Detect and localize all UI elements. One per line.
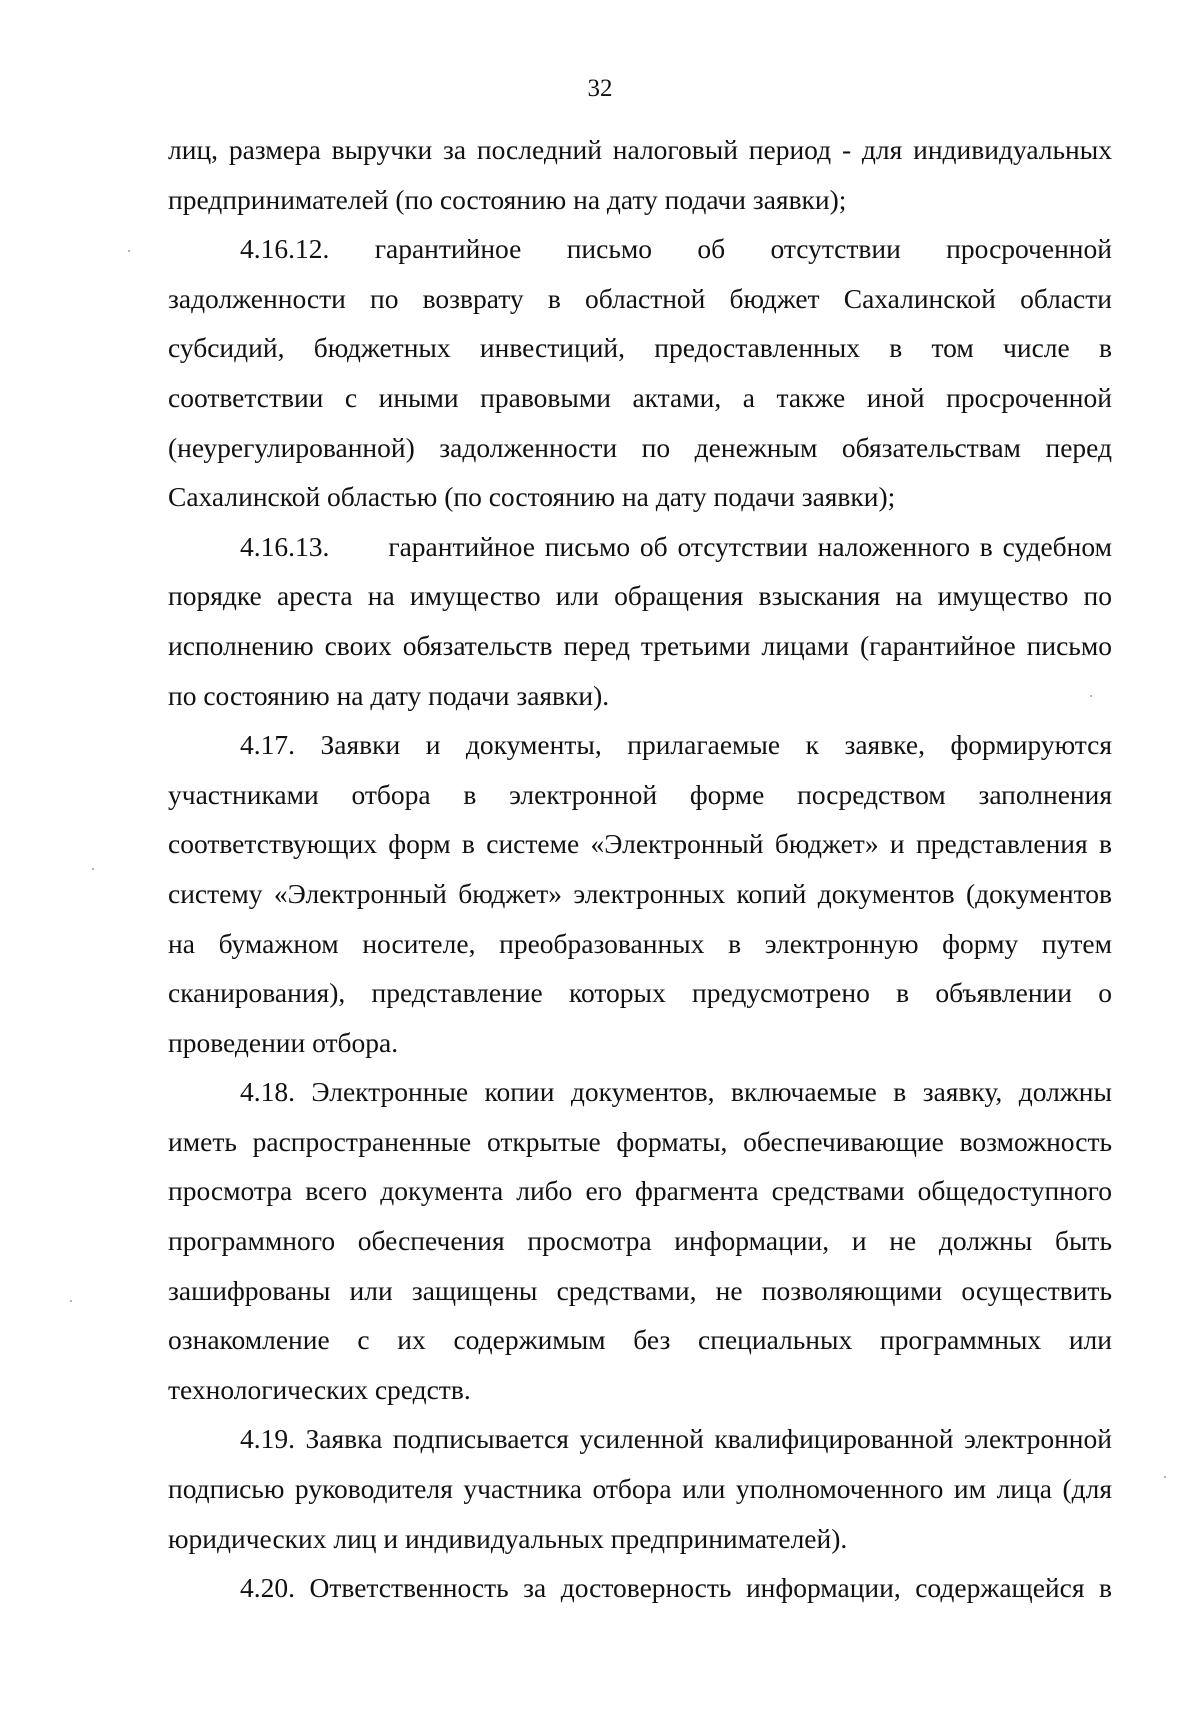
text-line: программного обеспечения просмотра информации, и не должны быть [168,1225,1112,1257]
paragraph-4-16-13 [168,522,1112,720]
text-line: на бумажном носителе, преобразованных в электронную форму путем [168,927,1112,959]
text-line: исполнению своих обязательств перед третьими лицами (гарантийное письмо [168,629,1112,661]
text-line: соответствующих форм в системе «Электронный бюджет» и представления в [168,828,1112,860]
text-line: 4.20. Ответственность за достоверность информации, содержащейся в [240,1572,1112,1604]
text-line: просмотра всего документа либо его фрагмента средствами общедоступного [168,1175,1112,1207]
document-body [168,125,1112,1613]
text-line: участниками отбора в электронной форме посредством заполнения [168,778,1112,810]
text-line: 4.18. Электронные копии документов, включаемые в заявку, должны [240,1076,1112,1108]
text-line: зашифрованы или защищены средствами, не позволяющими осуществить [168,1274,1112,1306]
text-line: систему «Электронный бюджет» электронных копий документов (документов [168,877,1112,909]
text-line: порядке ареста на имущество или обращения взыскания на имущество по [168,580,1112,612]
scan-speck [70,1300,72,1302]
scan-speck [1164,1476,1166,1478]
scan-speck [1090,695,1092,697]
text-line: подписью руководителя участника отбора или уполномоченного им лица (для [168,1473,1112,1505]
scan-speck [128,250,130,252]
text-line: по состоянию на дату подачи заявки). [168,679,610,711]
paragraph-4-17 [168,720,1112,1067]
text-line: предпринимателей (по состоянию на дату подачи заявки); [168,183,847,215]
text-line: 4.19. Заявка подписывается усиленной квалифицированной электронной [240,1423,1112,1455]
text-line: (неурегулированной) задолженности по денежным обязательствам перед [168,431,1112,463]
paragraph-4-19 [168,1414,1112,1563]
paragraph-4-18 [168,1067,1112,1414]
text-line: юридических лиц и индивидуальных предпринимателей). [168,1522,848,1554]
text-line: 4.16.12. гарантийное письмо об отсутствии просроченной [240,233,1112,265]
text-line: соответствии с иными правовыми актами, а также иной просроченной [168,381,1112,413]
text-line: сканирования), представление которых предусмотрено в объявлении о [168,977,1112,1009]
text-line: ознакомление с их содержимым без специальных программных или [168,1324,1112,1356]
text-line: лиц, размера выручки за последний налоговый период - для индивидуальных [168,134,1112,165]
paragraph-4-20 [168,1563,1112,1613]
text-line: проведении отбора. [168,1026,399,1058]
text-line: 4.17. Заявки и документы, прилагаемые к заявке, формируются [240,729,1112,761]
paragraph-4-16-12 [168,224,1112,522]
text-line: 4.16.13. гарантийное письмо об отсутствии наложенного в судебном [240,530,1112,562]
text-line: задолженности по возврату в областной бюджет Сахалинской области [168,282,1112,314]
text-line: Сахалинской областью (по состоянию на дату подачи заявки); [168,481,896,513]
text-line: технологических средств. [168,1373,471,1405]
text-line: субсидий, бюджетных инвестиций, предоставленных в том числе в [168,332,1112,364]
paragraph-continuation [168,125,1112,224]
text-line: иметь распространенные открытые форматы, обеспечивающие возможность [168,1125,1112,1157]
scan-speck [92,868,94,870]
page-number: 32 [587,75,613,102]
